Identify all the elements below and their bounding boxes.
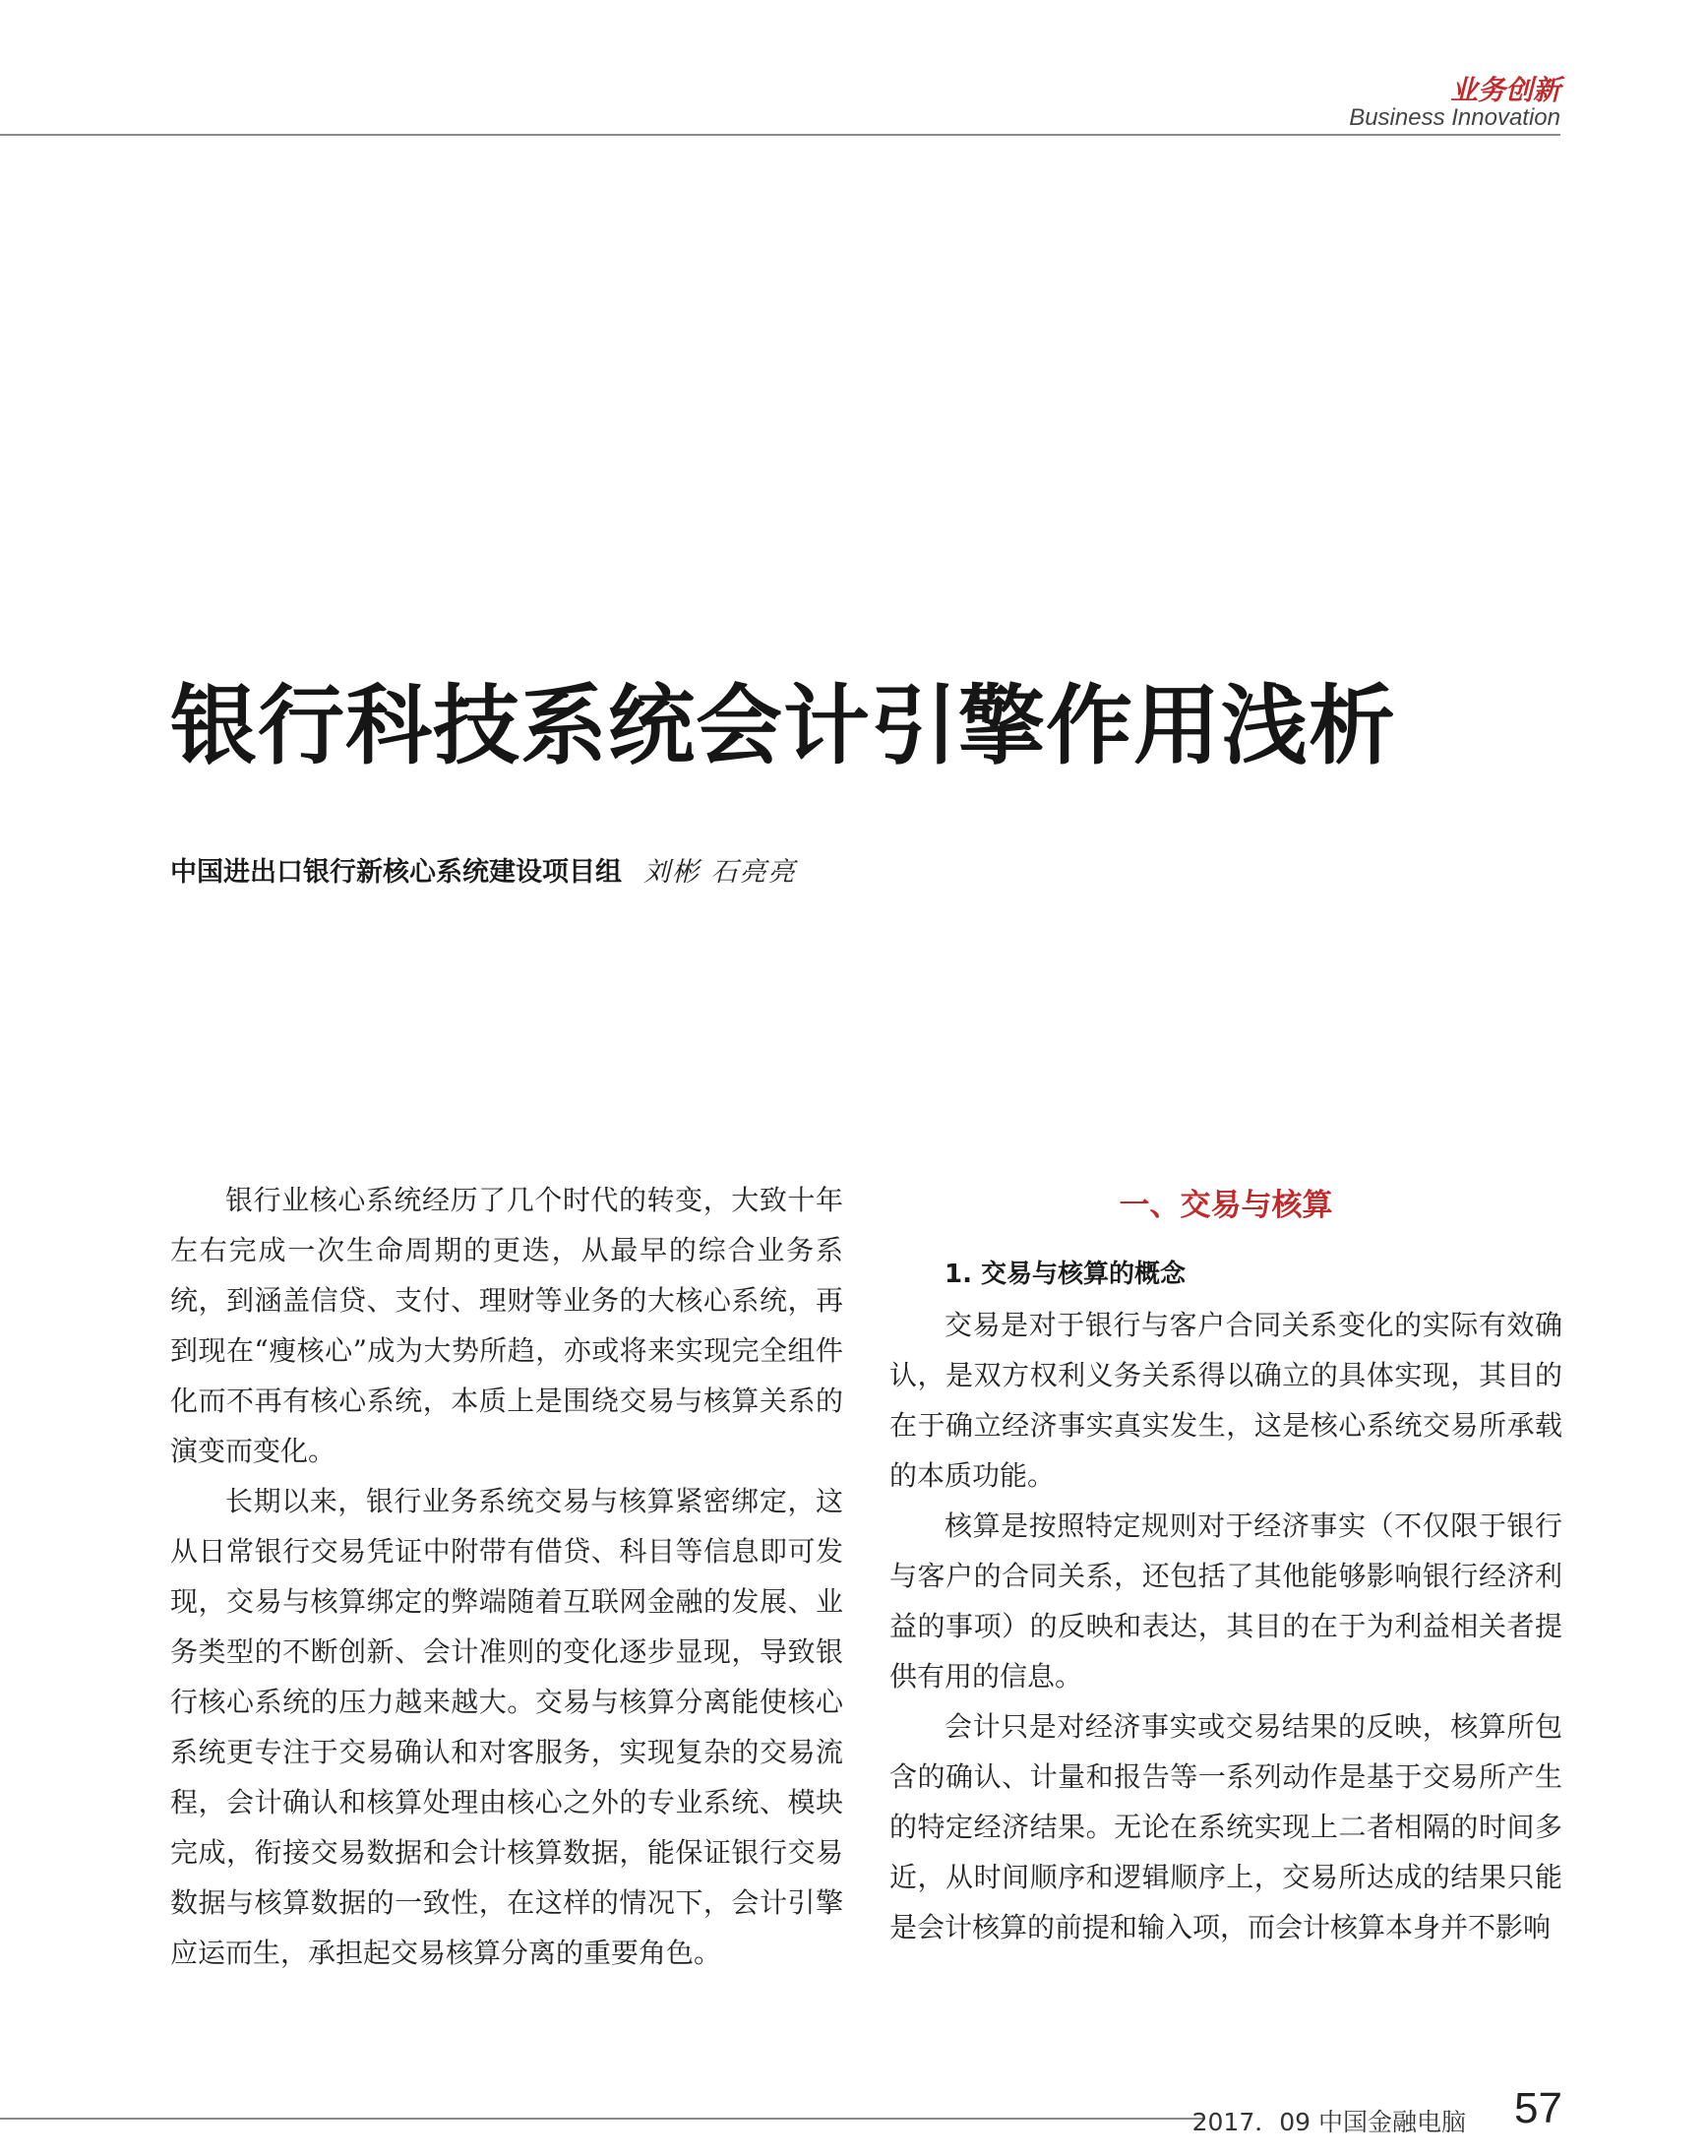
author-names: 刘彬 石亮亮 bbox=[643, 857, 797, 888]
paragraph: 银行业核心系统经历了几个时代的转变，大致十年左右完成一次生命周期的更迭，从最早的综合业务系统，到涵盖信贷、支付、理财等业务的大核心系统，再到现在“瘦核心”成为大势所趋，亦或将来实现完全组件化而不再有核心系统，本质上是围绕交易与核算关系的演变而变化。 bbox=[170, 1184, 843, 1467]
right-column bbox=[889, 1183, 1562, 1952]
section-label-en: Business Innovation bbox=[1349, 104, 1560, 131]
paragraph: 交易是对于银行与客户合同关系变化的实际有效确认，是双方权利义务关系得以确立的具体实现，其目的在于确立经济事实真实发生，这是核心系统交易所承载的本质功能。 bbox=[889, 1309, 1562, 1492]
footer-divider bbox=[0, 2118, 1205, 2120]
author-organization: 中国进出口银行新核心系统建设项目组 bbox=[170, 857, 622, 888]
paragraph: 会计只是对经济事实或交易结果的反映，核算所包含的确认、计量和报告等一系列动作是基于交易所产生的特定经济结果。无论在系统实现上二者相隔的时间多近，从时间顺序和逻辑顺序上，交易所达成的结果只能是会计核算的前提和输入项，而会计核算本身并不影响 bbox=[889, 1710, 1562, 1943]
page-number: 57 bbox=[1514, 2084, 1562, 2132]
issue-label: 2017．09 中国金融电脑 bbox=[1191, 2108, 1466, 2136]
article-title: 银行科技系统会计引擎作用浅析 bbox=[170, 675, 1397, 776]
section-label-cn: 业务创新 bbox=[1449, 74, 1560, 106]
paragraph: 长期以来，银行业务系统交易与核算紧密绑定，这从日常银行交易凭证中附带有借贷、科目等信息即可发现，交易与核算绑定的弊端随着互联网金融的发展、业务类型的不断创新、会计准则的变化逐步显现，导致银行核心系统的压力越来越大。交易与核算分离能使核心系统更专注于交易确认和对客服务，实现复杂的交易流程，会计确认和核算处理由核心之外的专业系统、模块完成，衔接交易数据和会计核算数据，能保证银行交易数据与核算数据的一致性，在这样的情况下，会计引擎应运而生，承担起交易核算分离的重要角色。 bbox=[170, 1485, 843, 1969]
sub-heading: 1. 交易与核算的概念 bbox=[945, 1260, 1187, 1289]
section-heading: 一、交易与核算 bbox=[1119, 1188, 1333, 1223]
left-column bbox=[170, 1175, 843, 1978]
header-divider bbox=[0, 134, 1560, 136]
paragraph: 核算是按照特定规则对于经济事实（不仅限于银行与客户的合同关系，还包括了其他能够影响银行经济利益的事项）的反映和表达，其目的在于为利益相关者提供有用的信息。 bbox=[889, 1509, 1562, 1693]
byline bbox=[170, 850, 797, 889]
